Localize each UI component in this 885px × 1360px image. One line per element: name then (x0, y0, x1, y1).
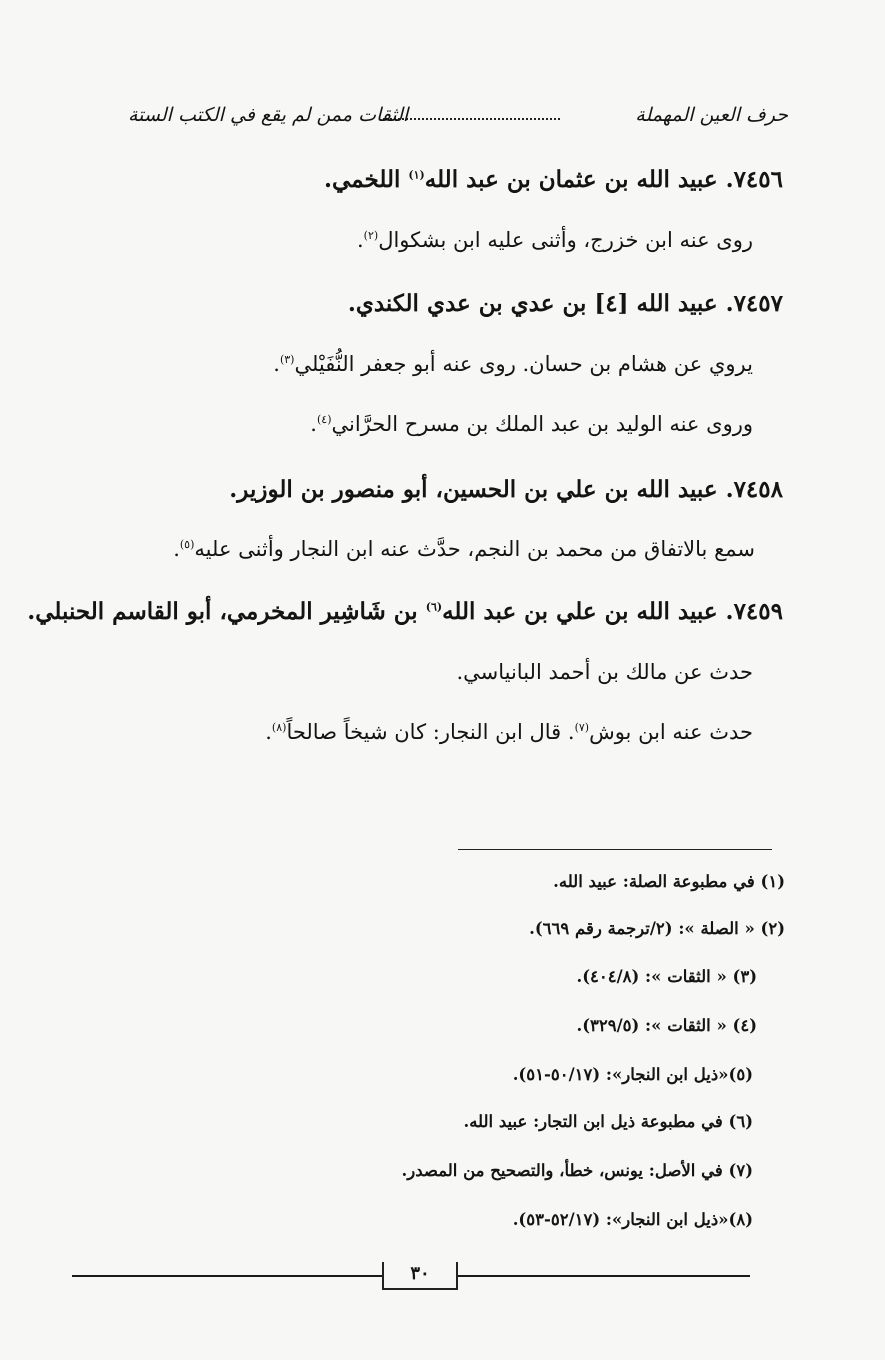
footnote-marker: (٨) (271, 721, 287, 734)
entry-heading-7458: ٧٤٥٨. عبيد الله بن علي بن الحسين، أبو منصور بن الوزير. (229, 476, 783, 503)
entry-text: حدث عن مالك بن أحمد البانياسي. (456, 660, 753, 684)
footnote-1: (١) في مطبوعة الصلة: عبيد الله. (553, 872, 785, 891)
header-chapter-title: حرف العين المهملة (635, 104, 788, 126)
footnote-separator (458, 849, 772, 850)
footnote-3: (٣) « الثقات »: (٤٠٤/٨). (576, 967, 757, 986)
footnote-marker: (٤) (316, 413, 332, 426)
footnote-marker: (١) (408, 168, 425, 182)
footnote-marker: (٧) (574, 721, 590, 734)
entry-heading-7457: ٧٤٥٧. عبيد الله [٤] بن عدي بن عدي الكندي. (347, 290, 783, 317)
footnote-2: (٢) « الصلة »: (٢/ترجمة رقم ٦٦٩). (529, 919, 785, 938)
footnote-4: (٤) « الثقات »: (٣٢٩/٥). (576, 1016, 757, 1035)
page-number-box (382, 1262, 458, 1290)
entry-heading-7456: ٧٤٥٦. عبيد الله بن عثمان بن عبد الله$^{(١)}$ اللخمي. (324, 166, 783, 193)
footnote-8: (٨)«ذيل ابن النجار»: (٥٢/١٧-٥٣). (512, 1210, 753, 1229)
page-number: ٣٠ (410, 1263, 430, 1284)
entry-text: حدث عنه ابن بوش$^{(٧)}$. قال ابن النجار: كان شيخاً صالحاً$^{(٨)}$. (265, 720, 753, 744)
running-header (128, 98, 788, 138)
footnote-marker: (٦) (425, 600, 443, 614)
entry-text: روى عنه ابن خزرج، وأثنى عليه ابن بشكوال$^{(٢)}$. (356, 228, 753, 252)
footnote-5: (٥)«ذيل ابن النجار»: (٥٠/١٧-٥١). (512, 1065, 753, 1084)
entry-text: سمع بالاتفاق من محمد بن النجم، حدَّث عنه ابن النجار وأثنى عليه$^{(٥)}$. (173, 537, 755, 561)
footnote-marker: (٢) (363, 229, 379, 242)
entry-heading-7459: ٧٤٥٩. عبيد الله بن علي بن عبد الله$^{(٦)}$ بن شَاشِير المخرمي، أبو القاسم الحنبلي. (27, 598, 783, 625)
footnote-7: (٧) في الأصل: يونس، خطأ، والتصحيح من المصدر. (401, 1161, 753, 1180)
header-dot-leader (383, 118, 560, 120)
footnote-marker: (٥) (179, 538, 195, 551)
entry-text: وروى عنه الوليد بن عبد الملك بن مسرح الحرَّاني$^{(٤)}$. (310, 412, 753, 436)
footnote-marker: (٣) (279, 353, 295, 366)
footnote-6: (٦) في مطبوعة ذيل ابن التجار: عبيد الله. (463, 1112, 753, 1131)
entry-text: يروي عن هشام بن حسان. روى عنه أبو جعفر النُّفَيْلي$^{(٣)}$. (273, 352, 753, 376)
header-book-title: الثقات ممن لم يقع في الكتب الستة (128, 104, 409, 126)
